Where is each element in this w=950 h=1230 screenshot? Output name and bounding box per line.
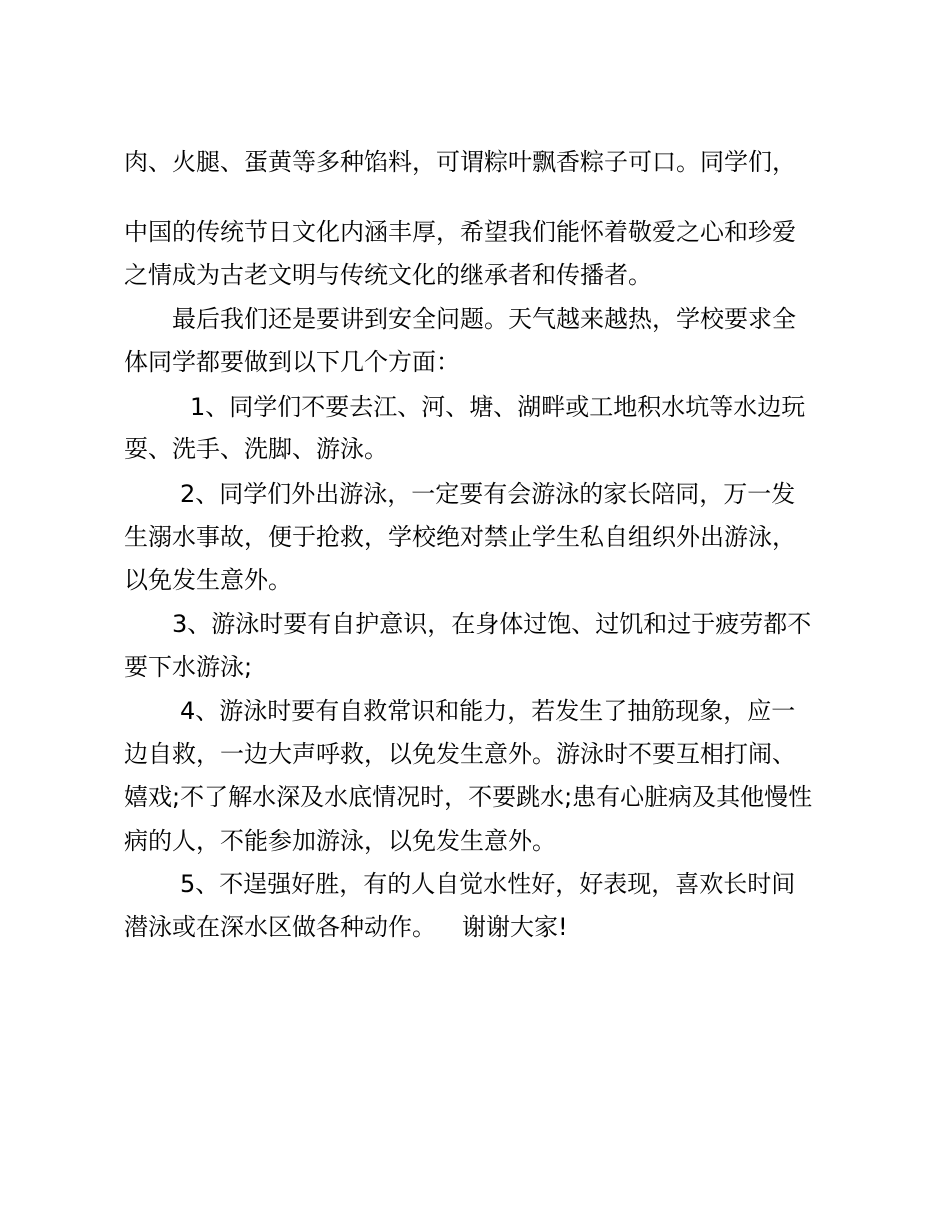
text-line — [0, 428, 950, 471]
line-text: 潜泳或在深水区做各种动作。 — [124, 913, 436, 941]
text-line — [0, 211, 950, 254]
text-line — [0, 386, 950, 429]
line-text: 病的人，不能参加游泳，以免发生意外。 — [124, 827, 556, 855]
text-line — [0, 559, 950, 602]
line-text: 耍、洗手、洗脚、游泳。 — [124, 435, 388, 463]
line-text: 以免发生意外。 — [124, 566, 292, 594]
text-line — [0, 603, 950, 646]
line-text: 要下水游泳; — [124, 653, 253, 681]
line-text: 最后我们还是要讲到安全问题。天气越来越热，学校要求全 — [172, 305, 796, 333]
line-text: 生溺水事故，便于抢救，学校绝对禁止学生私自组织外出游泳， — [124, 523, 796, 551]
line-text: 3、游泳时要有自护意识，在身体过饱、过饥和过于疲劳都不 — [172, 610, 812, 638]
line-text: 5、不逞强好胜，有的人自觉水性好，好表现，喜欢长时间 — [180, 870, 796, 898]
text-line — [0, 141, 950, 184]
line-text: 肉、火腿、蛋黄等多种馅料，可谓粽叶飘香粽子可口。同学们， — [124, 148, 796, 176]
closing-thanks: 谢谢大家! — [462, 913, 568, 941]
text-line — [0, 690, 950, 733]
text-line — [0, 646, 950, 689]
text-line — [0, 341, 950, 384]
text-line — [0, 516, 950, 559]
text-line — [0, 473, 950, 516]
line-text: 中国的传统节日文化内涵丰厚，希望我们能怀着敬爱之心和珍爱 — [124, 218, 796, 246]
text-line — [0, 733, 950, 776]
text-line — [0, 254, 950, 297]
text-line — [0, 863, 950, 906]
line-text: 之情成为古老文明与传统文化的继承者和传播者。 — [124, 261, 652, 289]
line-text: 边自救，一边大声呼救，以免发生意外。游泳时不要互相打闹、 — [124, 740, 796, 768]
line-text: 体同学都要做到以下几个方面： — [124, 348, 460, 376]
text-line — [0, 906, 950, 949]
line-text: 2、同学们外出游泳，一定要有会游泳的家长陪同，万一发 — [180, 480, 796, 508]
text-line — [0, 298, 950, 341]
line-text: 4、游泳时要有自救常识和能力，若发生了抽筋现象，应一 — [180, 697, 796, 725]
line-text: 1、同学们不要去江、河、塘、湖畔或工地积水坑等水边玩 — [190, 393, 806, 421]
text-line — [0, 820, 950, 863]
line-text: 嬉戏;不了解水深及水底情况时，不要跳水;患有心脏病及其他慢性 — [124, 783, 813, 811]
text-line — [0, 776, 950, 819]
